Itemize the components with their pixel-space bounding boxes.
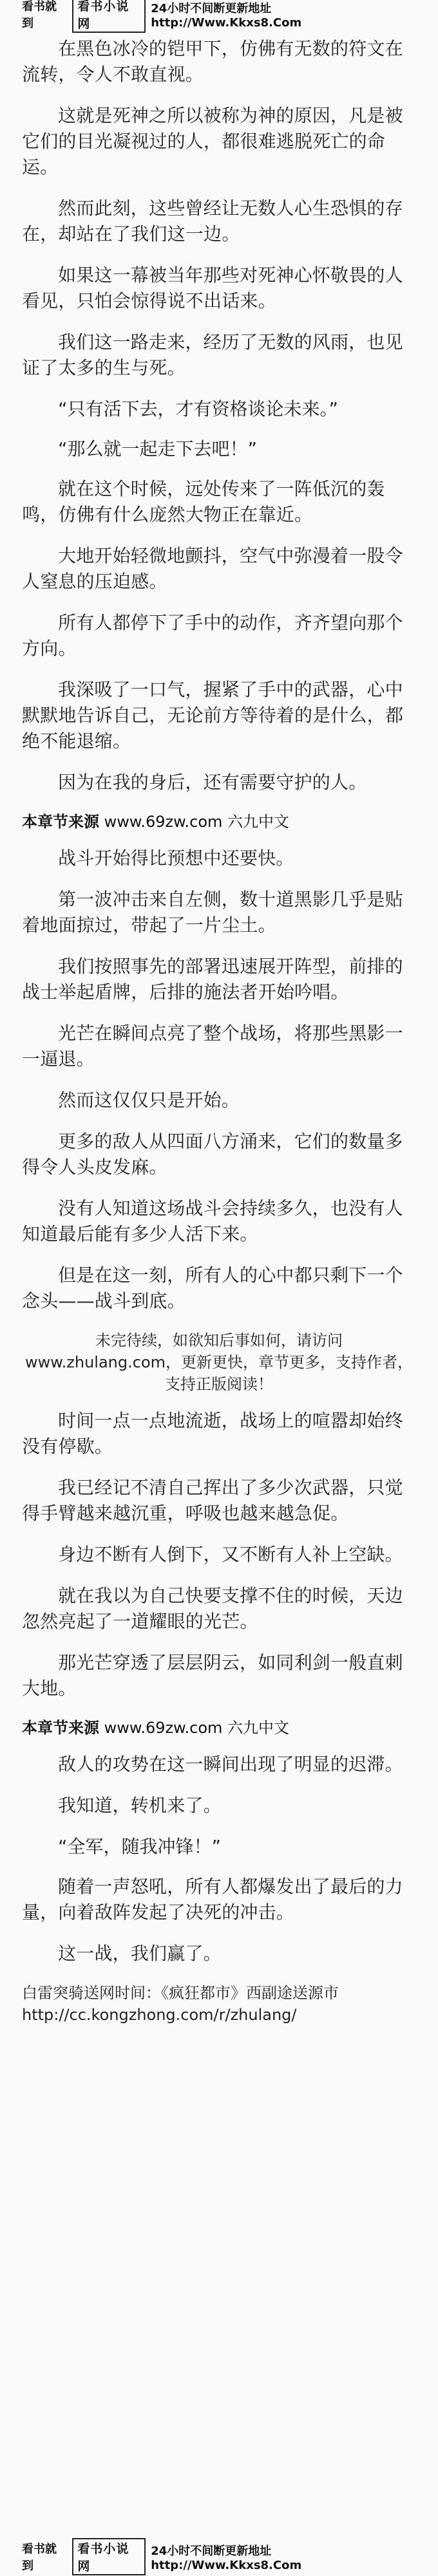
paragraph: 大地开始轻微地颤抖，空气中弥漫着一股令人窒息的压迫感。 bbox=[22, 545, 403, 592]
site-footer bbox=[22, 2543, 416, 2571]
paragraph: 这就是死神之所以被称为神的原因，凡是被它们的目光凝视过的人，都很难逃脱死亡的命运。 bbox=[22, 105, 403, 178]
paragraph: 光芒在瞬间点亮了整个战场，将那些黑影一一逼退。 bbox=[22, 1023, 403, 1070]
paragraph: 这一战，我们赢了。 bbox=[58, 1943, 222, 1964]
paragraph: 那光芒穿透了层层阴云，如同利剑一般直刺大地。 bbox=[22, 1652, 403, 1699]
paragraph: 身边不断有人倒下，又不断有人补上空缺。 bbox=[58, 1544, 403, 1565]
paragraph: 没有人知道这场战斗会持续多久，也没有人知道最后能有多少人活下来。 bbox=[22, 1198, 403, 1245]
paragraph: 然而此刻，这些曾经让无数人心生恐惧的存在，却站在了我们这一边。 bbox=[22, 198, 403, 245]
paragraph: 时间一点一点地流逝，战场上的喧嚣却始终没有停歇。 bbox=[22, 1410, 403, 1457]
article-body bbox=[22, 36, 416, 2026]
source-url[interactable]: www.69zw.com 六九中文 bbox=[104, 813, 290, 831]
paragraph: 所有人都停下了手中的动作，齐齐望向那个方向。 bbox=[22, 612, 403, 659]
site-logo: 看书小说网 bbox=[72, 0, 146, 33]
paragraph: 战斗开始得比预想中还要快。 bbox=[58, 848, 294, 869]
update-notice: 未完待续，如欲知后事如何，请访问www.zhulang.com，更新更快，章节更多，支持作者，支持正版阅读！ bbox=[24, 1331, 414, 1393]
quote: “只有活下去，才有资格谈论未来。” bbox=[58, 398, 339, 420]
paragraph: 如果这一幕被当年那些对死神心怀敬畏的人看见，只怕会惊得说不出话来。 bbox=[22, 264, 403, 311]
header-left-text: 看书就到 bbox=[22, 0, 57, 30]
site-header bbox=[22, 0, 416, 31]
paragraph: 第一波冲击来自左侧，数十道黑影几乎是贴着地面掠过，带起了一片尘土。 bbox=[22, 889, 403, 936]
paragraph: 我们这一路走来，经历了无数的风雨，也见证了太多的生与死。 bbox=[22, 331, 403, 378]
source-url[interactable]: www.69zw.com 六九中文 bbox=[104, 1719, 290, 1737]
paragraph: 我知道，转机来了。 bbox=[58, 1795, 222, 1816]
quote: “全军，随我冲锋！” bbox=[58, 1836, 222, 1857]
source-label: 本章节来源 bbox=[22, 1719, 99, 1737]
footer-left-text: 看书就到 bbox=[22, 2543, 57, 2573]
paragraph: 就在这个时候，远处传来了一阵低沉的轰鸣，仿佛有什么庞然大物正在靠近。 bbox=[22, 478, 385, 525]
header-right-text: 24小时不间断更新地址http://Www.Kkxs8.Com bbox=[151, 1, 302, 30]
quote: “那么就一起走下去吧！” bbox=[58, 438, 258, 459]
paragraph: 我们按照事先的部署迅速展开阵型，前排的战士举起盾牌，后排的施法者开始吟唱。 bbox=[22, 956, 403, 1003]
paragraph: 敌人的攻势在这一瞬间出现了明显的迟滞。 bbox=[58, 1754, 403, 1775]
paragraph: 然而这仅仅只是开始。 bbox=[58, 1089, 240, 1111]
footer-note: 白雷突骑送网时间：《疯狂都市》西副途送源市 http://cc.kongzhong.com/r/zhulang/ bbox=[22, 1984, 339, 2024]
paragraph: 就在我以为自己快要支撑不住的时候，天边忽然亮起了一道耀眼的光芒。 bbox=[22, 1585, 403, 1632]
paragraph: 在黑色冰冷的铠甲下，仿佛有无数的符文在流转，令人不敢直视。 bbox=[22, 38, 403, 85]
paragraph: 但是在这一刻，所有人的心中都只剩下一个念头——战斗到底。 bbox=[22, 1265, 403, 1311]
chapter-source-2 bbox=[22, 1717, 416, 1739]
paragraph: 我深吸了一口气，握紧了手中的武器，心中默默地告诉自己，无论前方等待着的是什么，都绝不能退缩。 bbox=[22, 679, 404, 752]
footer-logo: 看书小说网 bbox=[72, 2538, 146, 2575]
source-label: 本章节来源 bbox=[22, 813, 99, 831]
paragraph: 随着一声怒吼，所有人都爆发出了最后的力量，向着敌阵发起了决死的冲击。 bbox=[22, 1876, 403, 1923]
paragraph: 更多的敌人从四面八方涌来，它们的数量多得令人头皮发麻。 bbox=[22, 1131, 403, 1178]
paragraph: 我已经记不清自己挥出了多少次武器，只觉得手臂越来越沉重，呼吸也越来越急促。 bbox=[22, 1477, 403, 1524]
paragraph: 因为在我的身后，还有需要守护的人。 bbox=[58, 772, 367, 793]
footer-right-text: 24小时不间断更新地址http://Www.Kkxs8.Com bbox=[151, 2544, 302, 2572]
chapter-source-1 bbox=[22, 811, 416, 833]
